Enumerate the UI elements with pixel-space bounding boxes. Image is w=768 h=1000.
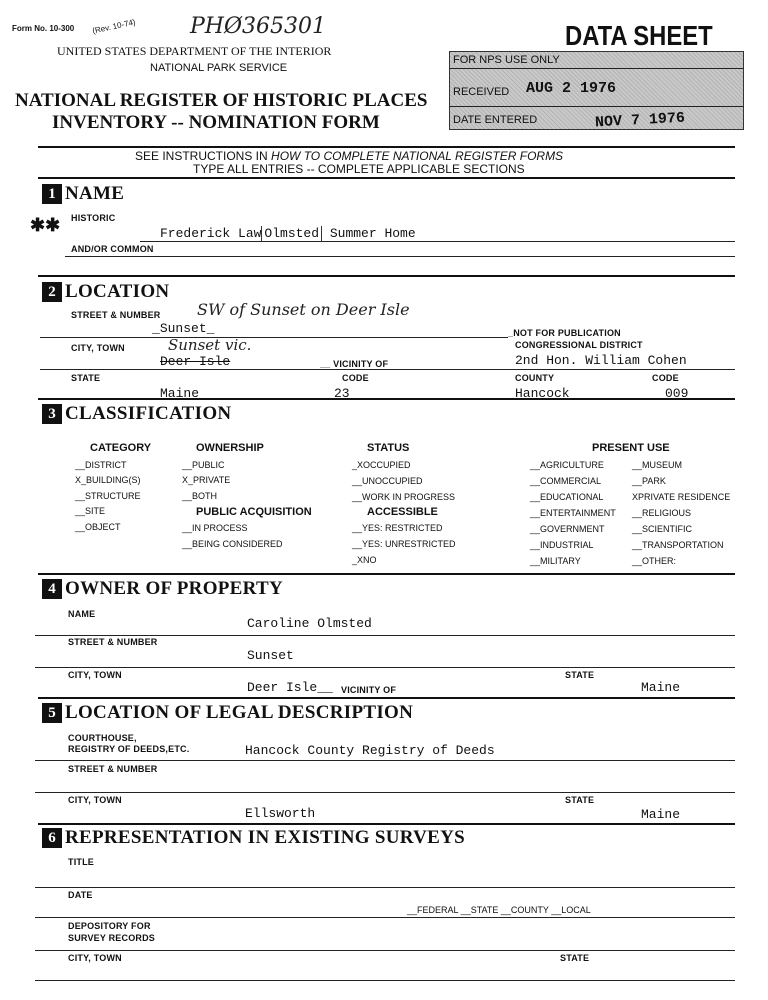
- owner-name-label: NAME: [68, 609, 96, 619]
- owner-name-value: Caroline Olmsted: [247, 616, 372, 631]
- owner-street-label: STREET & NUMBER: [68, 637, 158, 647]
- legal-city-label: CITY, TOWN: [68, 795, 122, 805]
- state-label: STATE: [71, 373, 101, 383]
- form-title-line-1: NATIONAL REGISTER OF HISTORIC PLACES: [15, 90, 428, 111]
- courthouse-label: COURTHOUSE,: [68, 733, 137, 743]
- congressional-district-label: CONGRESSIONAL DISTRICT: [515, 340, 643, 350]
- legal-state-label: STATE: [565, 795, 595, 805]
- not-for-publication-label: _NOT FOR PUBLICATION: [508, 328, 621, 338]
- section-4-header: 4 OWNER OF PROPERTY: [42, 578, 283, 600]
- survey-city-label: CITY, TOWN: [68, 953, 122, 963]
- form-title-line-2: INVENTORY -- NOMINATION FORM: [52, 112, 380, 133]
- accessible-yes-unrestricted: __YES: UNRESTRICTED: [352, 539, 456, 549]
- nps-use-only-box: [449, 51, 744, 130]
- county-value: Hancock: [515, 386, 570, 401]
- survey-level-options: __FEDERAL __STATE __COUNTY __LOCAL: [407, 905, 591, 915]
- use-park: __PARK: [632, 476, 666, 486]
- section-4-title: OWNER OF PROPERTY: [65, 578, 284, 599]
- category-district: __DISTRICT: [75, 460, 127, 470]
- owner-city-label: CITY, TOWN: [68, 670, 122, 680]
- received-date-stamp: AUG 2 1976: [526, 80, 617, 97]
- instructions-line-1: SEE INSTRUCTIONS IN HOW TO COMPLETE NATIONAL REGISTER FORMS: [135, 149, 564, 163]
- use-military: __MILITARY: [530, 556, 581, 566]
- county-code-value: 009: [665, 386, 689, 401]
- street-value: _Sunset_: [152, 321, 215, 336]
- vicinity-of-label: __ VICINITY OF: [320, 359, 389, 369]
- street-number-label: STREET & NUMBER: [71, 310, 161, 320]
- section-2-header: 2 LOCATION: [42, 281, 169, 303]
- use-transportation: __TRANSPORTATION: [632, 540, 724, 550]
- ownership-both: __BOTH: [182, 491, 218, 501]
- use-agriculture: __AGRICULTURE: [530, 460, 604, 470]
- state-value: Maine: [160, 386, 200, 401]
- ownership-public: __PUBLIC: [182, 460, 225, 470]
- category-site: __SITE: [75, 506, 106, 516]
- section-6-header: 6 REPRESENTATION IN EXISTING SURVEYS: [42, 827, 465, 849]
- status-unoccupied: __UNOCCUPIED: [352, 476, 423, 486]
- use-scientific: __SCIENTIFIC: [632, 524, 693, 534]
- owner-street-value: Sunset: [247, 648, 294, 663]
- legal-street-label: STREET & NUMBER: [68, 764, 158, 774]
- city-value: Deer Isle: [160, 354, 231, 369]
- state-code-value: 23: [334, 386, 350, 401]
- congressional-district-value: 2nd Hon. William Cohen: [515, 353, 687, 368]
- section-1-title: NAME: [65, 183, 125, 204]
- category-object: __OBJECT: [75, 522, 121, 532]
- acquisition-in-process: __IN PROCESS: [182, 523, 248, 533]
- service-name: NATIONAL PARK SERVICE: [150, 62, 288, 74]
- nps-use-only-label: FOR NPS USE ONLY: [453, 54, 560, 66]
- data-sheet-label: DATA SHEET: [565, 20, 713, 51]
- asterisk-mark: ✱✱: [30, 215, 61, 235]
- registry-label: REGISTRY OF DEEDS,ETC.: [68, 744, 190, 754]
- section-6-title: REPRESENTATION IN EXISTING SURVEYS: [65, 827, 466, 848]
- survey-title-label: TITLE: [68, 857, 94, 867]
- registry-value: Hancock County Registry of Deeds: [245, 743, 495, 758]
- ownership-private-checked: X_PRIVATE: [182, 475, 231, 485]
- section-3-header: 3 CLASSIFICATION: [42, 403, 231, 425]
- survey-date-label: DATE: [68, 890, 93, 900]
- depository-label-1: DEPOSITORY FOR: [68, 921, 151, 931]
- date-entered-stamp: NOV 7 1976: [594, 109, 686, 132]
- public-acquisition-heading: PUBLIC ACQUISITION: [196, 506, 312, 518]
- historic-label: HISTORIC: [71, 213, 116, 223]
- category-heading: CATEGORY: [90, 442, 152, 454]
- agency-name: UNITED STATES DEPARTMENT OF THE INTERIOR: [57, 44, 332, 58]
- historic-name-value: Frederick Law Olmsted Summer Home: [160, 226, 416, 241]
- use-educational: __EDUCATIONAL: [530, 492, 604, 502]
- acquisition-being-considered: __BEING CONSIDERED: [182, 539, 283, 549]
- instructions-line-2: TYPE ALL ENTRIES -- COMPLETE APPLICABLE SECTIONS: [193, 162, 525, 176]
- accessible-no-checked: _XNO: [352, 555, 377, 565]
- owner-vicinity-label: VICINITY OF: [341, 685, 397, 695]
- section-5-header: 5 LOCATION OF LEGAL DESCRIPTION: [42, 702, 413, 724]
- form-number: Form No. 10-300: [12, 24, 75, 33]
- ownership-heading: OWNERSHIP: [196, 442, 264, 454]
- accessible-yes-restricted: __YES: RESTRICTED: [352, 523, 443, 533]
- section-5-title: LOCATION OF LEGAL DESCRIPTION: [65, 702, 414, 723]
- date-entered-label: DATE ENTERED: [453, 114, 538, 126]
- legal-city-value: Ellsworth: [245, 806, 316, 821]
- status-occupied-checked: _XOCCUPIED: [352, 460, 411, 470]
- legal-state-value: Maine: [641, 807, 681, 822]
- county-code-label: CODE: [652, 373, 679, 383]
- survey-state-label: STATE: [560, 953, 590, 963]
- present-use-heading: PRESENT USE: [592, 442, 670, 454]
- received-label: RECEIVED: [453, 86, 510, 98]
- section-2-title: LOCATION: [65, 281, 170, 302]
- county-label: COUNTY: [515, 373, 555, 383]
- category-buildings-checked: X_BUILDING(S): [75, 475, 141, 485]
- category-structure: __STRUCTURE: [75, 491, 141, 501]
- form-revision: (Rev. 10-74): [91, 17, 137, 36]
- section-1-header: 1 NAME: [42, 183, 124, 205]
- use-government: __GOVERNMENT: [530, 524, 605, 534]
- owner-city-value: Deer Isle__: [247, 680, 333, 695]
- accessible-heading: ACCESSIBLE: [367, 506, 438, 518]
- owner-state-label: STATE: [565, 670, 595, 680]
- use-other: __OTHER:: [632, 556, 677, 566]
- use-commercial: __COMMERCIAL: [530, 476, 602, 486]
- city-town-label: CITY, TOWN: [71, 343, 125, 353]
- status-heading: STATUS: [367, 442, 410, 454]
- city-handwritten-note: Sunset vic.: [168, 336, 252, 354]
- handwritten-reference-id: PHØ365301: [190, 14, 327, 39]
- use-entertainment: __ENTERTAINMENT: [530, 508, 616, 518]
- owner-state-value: Maine: [641, 680, 681, 695]
- use-museum: __MUSEUM: [632, 460, 683, 470]
- depository-label-2: SURVEY RECORDS: [68, 933, 155, 943]
- use-industrial: __INDUSTRIAL: [530, 540, 594, 550]
- street-handwritten-note: SW of Sunset on Deer Isle: [197, 300, 410, 319]
- use-private-residence-checked: XPRIVATE RESIDENCE: [632, 492, 731, 502]
- state-code-label: CODE: [342, 373, 369, 383]
- use-religious: __RELIGIOUS: [632, 508, 692, 518]
- status-work-in-progress: __WORK IN PROGRESS: [352, 492, 456, 502]
- common-name-label: AND/OR COMMON: [71, 244, 154, 254]
- section-3-title: CLASSIFICATION: [65, 403, 232, 424]
